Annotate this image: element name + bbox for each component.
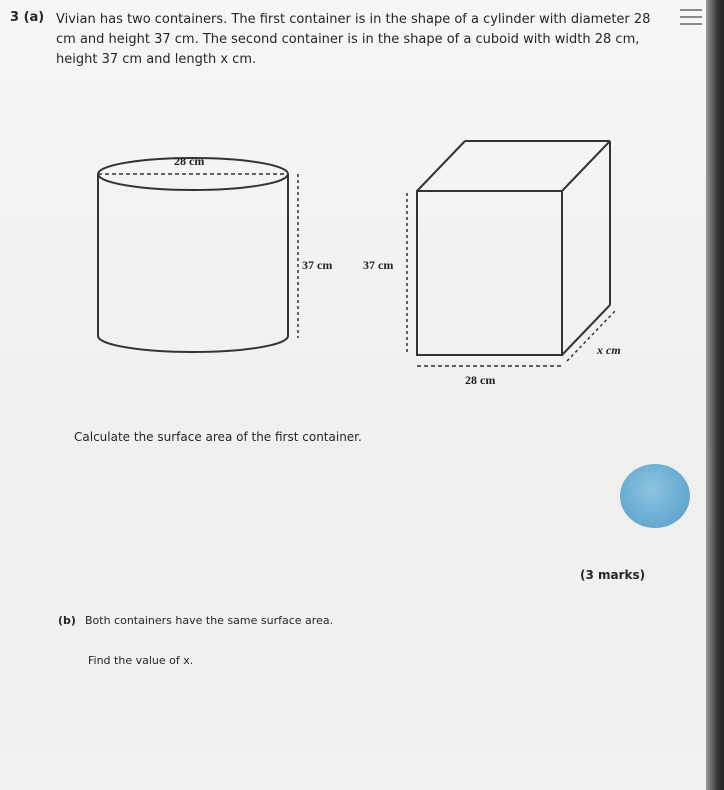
cuboid-diagram — [355, 135, 655, 395]
cylinder-diagram — [90, 140, 350, 370]
question-text: Vivian has two containers. The first container is in the shape of a cylinder with diameter 28 cm and height 37 cm. The second container is in the shape of a cuboid with width 28 cm, height 37 cm and length x cm. — [56, 12, 651, 67]
part-b-text: Both containers have the same surface area. — [85, 614, 334, 627]
cuboid-width-label: 28 cm — [465, 373, 496, 387]
floating-action-button[interactable] — [620, 464, 690, 528]
question-number: 3 (a) — [10, 10, 45, 25]
cuboid-front-face — [417, 191, 562, 355]
screen-edge — [706, 0, 724, 790]
cuboid-height-label: 37 cm — [363, 258, 394, 272]
cylinder-base — [98, 336, 288, 352]
cylinder-diameter-label: 28 cm — [174, 154, 205, 168]
cylinder-height-label: 37 cm — [302, 258, 333, 272]
cuboid-length-label: x cm — [597, 343, 621, 357]
part-a-instruction: Calculate the surface area of the first container. — [74, 430, 362, 444]
part-b-label: (b) — [58, 614, 76, 627]
marks-label: (3 marks) — [580, 568, 646, 582]
menu-icon[interactable] — [680, 4, 702, 30]
part-b-instruction: Find the value of x. — [88, 654, 194, 667]
